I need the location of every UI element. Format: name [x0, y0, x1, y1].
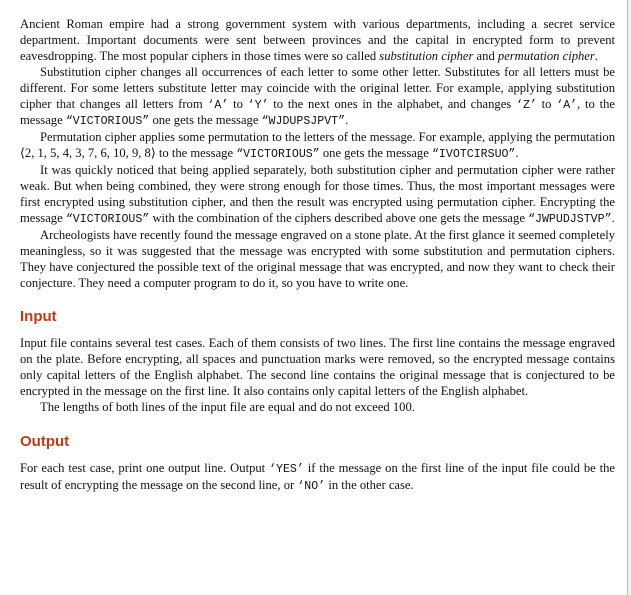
substitution-paragraph [20, 65, 615, 131]
input-length-paragraph: The lengths of both lines of the input file are equal and do not exceed 100. [40, 400, 415, 415]
code-message-original: “VICTORIOUS” [65, 115, 150, 129]
term-substitution-cipher: substitution cipher [379, 48, 474, 63]
code-message-permuted: “IVOTCIRSUO” [431, 148, 516, 162]
substitution-text: to [536, 96, 557, 111]
problem-statement [20, 17, 615, 495]
substitution-text: , to the message [20, 96, 615, 128]
intro-paragraph [20, 17, 615, 65]
code-letter-z: ‘Z’ [516, 98, 537, 112]
code-letter-y: ‘Y’ [247, 98, 269, 112]
permutation-text-end: . [515, 146, 519, 161]
output-text-end: in the other case. [325, 477, 414, 492]
permutation-text: one gets the message [319, 146, 432, 161]
code-no: ‘NO’ [297, 479, 326, 493]
output-paragraph [20, 461, 615, 495]
code-yes: ‘YES’ [269, 462, 304, 476]
substitution-text: one gets the message [149, 113, 262, 128]
output-text: For each test case, print one output line. Output [20, 460, 270, 475]
substitution-text: Substitution cipher changes all occurrences of each letter to some other letter. Substitutes for all letters must be different. For some letters substitute letter may coincide with the original letter. For example, applying substitution cipher that changes all letters from [20, 64, 615, 111]
permutation-text: Permutation cipher applies some permutation to the letters of the message. For example, applying the permutation ⟨2, 1, 5, 4, 3, 7, 6, 10, 9, 8⟩ to the message [20, 130, 615, 161]
code-message-combined: “JWPUDJSTVP” [528, 212, 612, 226]
output-heading: Output [20, 432, 70, 450]
output-text: if the message on the first line of the input file could be the result of encrypting the message on the second line, or [20, 460, 615, 492]
code-message-substituted: “WJDUPSJPVT” [261, 115, 346, 129]
permutation-paragraph [20, 130, 615, 163]
code-letter-a: ‘A’ [207, 98, 229, 112]
code-letter-a2: ‘A’ [556, 98, 578, 112]
term-permutation-cipher: permutation cipher [497, 48, 595, 63]
combination-text: with the combination of the ciphers described above one gets the message [149, 210, 529, 225]
intro-text-and: and [473, 48, 498, 63]
input-paragraph: Input file contains several test cases. Each of them consists of two lines. The first line contains the message engraved on the plate. Before encrypting, all spaces and punctuation marks were removed, so the encrypted message contains only capital letters of the English alphabet. The second line contains the original message that is conjectured to be encrypted in the message on the first line. It also contains only capital letters of the English alphabet. [20, 336, 615, 399]
substitution-text-end: . [345, 113, 349, 128]
code-message-original: “VICTORIOUS” [236, 148, 320, 162]
combination-text-end: . [611, 210, 615, 225]
substitution-text: to the next ones in the alphabet, and changes [268, 96, 516, 111]
combination-paragraph [20, 163, 615, 228]
archeologists-paragraph: Archeologists have recently found the message engraved on a stone plate. At the first glance it seemed completely meaningless, so it was suggested that the message was encrypted with some substitution and permutation ciphers. They have conjectured the possible text of the original message that was encrypted, and now they want to check their conjecture. They need a computer program to do it, so you have to write one. [20, 227, 615, 290]
input-heading: Input [20, 308, 57, 326]
intro-text: Ancient Roman empire had a strong government system with various departments, including a secret service department. Important documents were sent between provinces and the capital in encrypted form to prevent eavesdropping. The most popular ciphers in those times were so called [20, 17, 615, 63]
intro-text-end: . [594, 48, 598, 63]
combination-text: It was quickly noticed that being applied separately, both substitution cipher and permutation cipher were rather weak. But when being combined, they were strong enough for those times. Thus, the most important messages were first encrypted using substitution cipher, and then the result was encrypted using permutation cipher. Encrypting the message [20, 163, 615, 225]
substitution-text: to [228, 96, 248, 111]
code-message-original: “VICTORIOUS” [65, 212, 150, 226]
